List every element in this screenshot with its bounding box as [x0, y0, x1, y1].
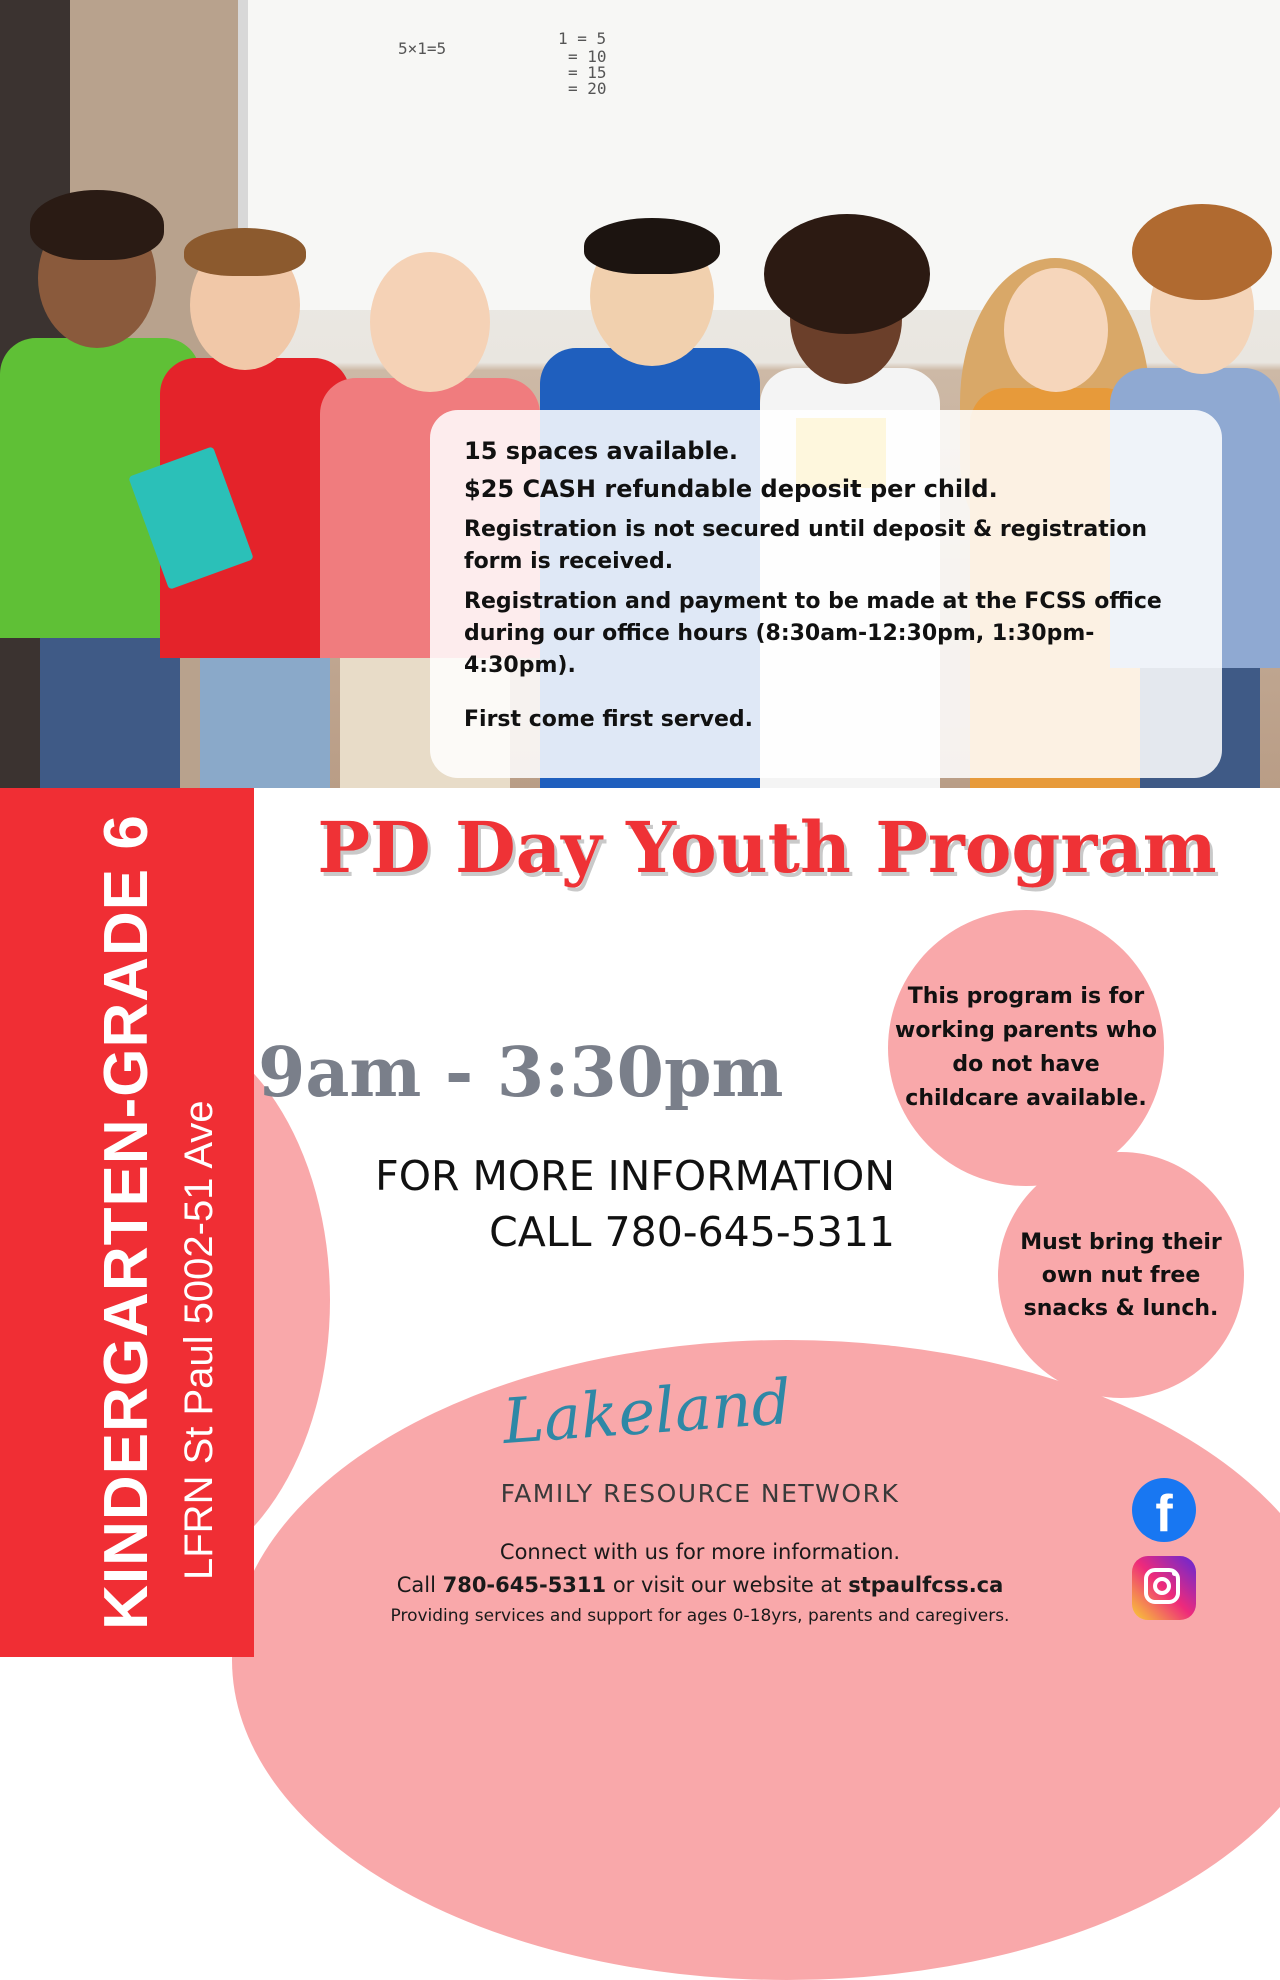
registration-info-box — [430, 410, 1222, 778]
registration-secured-note: Registration is not secured until deposit & registration form is received. — [464, 517, 1148, 574]
facebook-icon[interactable]: f — [1132, 1478, 1196, 1542]
snacks-text: Must bring their own nut free snacks & lunch. — [1020, 1229, 1222, 1321]
footer-website-link[interactable]: stpaulfcss.ca — [848, 1573, 1004, 1597]
services-line: Providing services and support for ages 0-18yrs, parents and caregivers. — [390, 1606, 1010, 1626]
call-prefix: Call — [396, 1573, 443, 1597]
spaces-available: 15 spaces available. — [464, 437, 739, 465]
board-scribble: = 15 — [568, 63, 607, 82]
sidebar-text — [0, 788, 254, 1657]
connect-line: Connect with us for more information. — [499, 1540, 901, 1564]
snacks-bubble — [998, 1152, 1244, 1398]
board-scribble: 1 = 5 — [558, 29, 607, 48]
lakeland-logo: Lakeland — [500, 1365, 794, 1458]
office-hours-note: Registration and payment to be made at the FCSS office during our office hours (8:30am-12:30pm, 1:30pm-4:30pm). — [464, 589, 1162, 678]
call-mid: or visit our website at — [606, 1573, 849, 1597]
logo-subtitle: FAMILY RESOURCE NETWORK — [500, 1479, 900, 1508]
working-parents-text: This program is for working parents who do not have childcare available. — [895, 984, 1157, 1111]
board-scribble: = 20 — [568, 79, 607, 98]
board-scribble: = 10 — [568, 47, 607, 66]
contact-line — [300, 1570, 1100, 1600]
more-info-line: FOR MORE INFORMATION — [375, 1152, 895, 1200]
call-number-line: CALL 780-645-5311 — [489, 1208, 895, 1256]
working-parents-bubble — [888, 910, 1164, 1186]
program-title: PD Day Youth Program — [317, 806, 1217, 889]
program-time: 9am - 3:30pm — [258, 1033, 784, 1113]
first-come-note: First come first served. — [464, 707, 754, 732]
footer-phone[interactable]: 780-645-5311 — [442, 1573, 607, 1597]
instagram-icon[interactable] — [1132, 1556, 1196, 1620]
grade-range: KINDERGARTEN-GRADE 6 — [92, 814, 161, 1630]
hero-photo — [0, 0, 1280, 788]
program-location: LFRN St Paul 5002-51 Ave — [177, 1100, 221, 1580]
board-scribble: 5×1=5 — [398, 39, 447, 58]
deposit-info: $25 CASH refundable deposit per child. — [464, 475, 998, 503]
